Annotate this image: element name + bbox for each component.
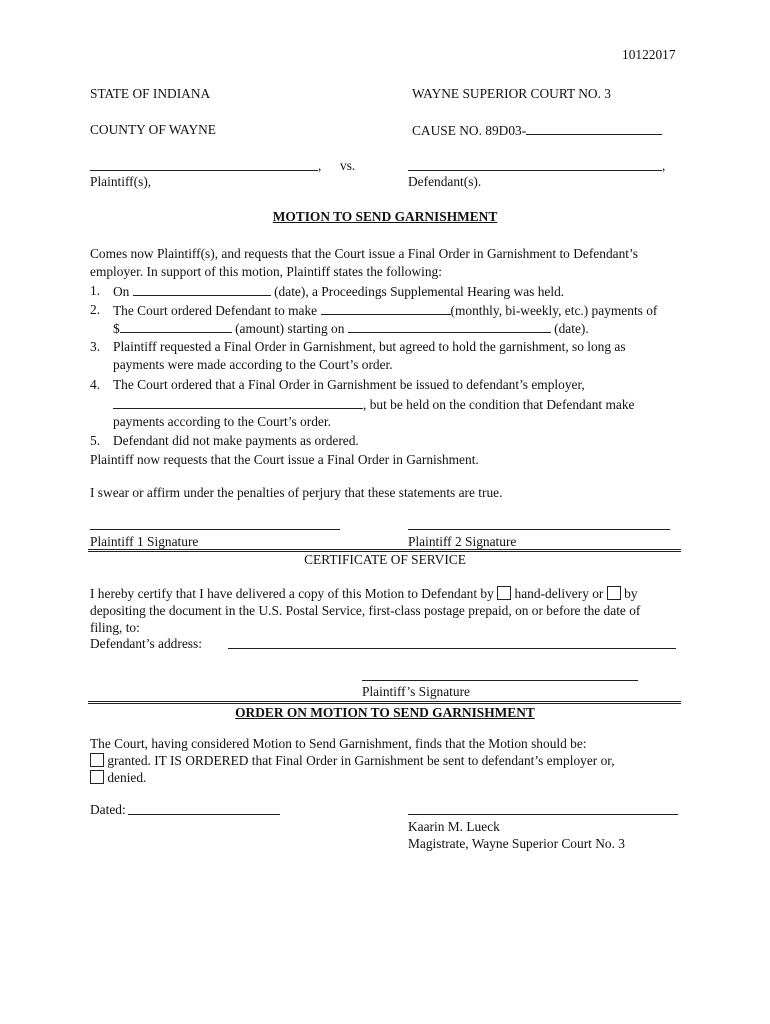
- employer-name-field[interactable]: [113, 396, 363, 409]
- closing-request: Plaintiff now requests that the Court issue a Final Order in Garnishment.: [90, 452, 479, 467]
- item-4-line-3: payments according to the Court’s order.: [113, 414, 331, 429]
- hand-delivery-checkbox[interactable]: [497, 586, 511, 600]
- court-heading: WAYNE SUPERIOR COURT NO. 3: [412, 86, 611, 101]
- cause-number: [412, 122, 662, 139]
- state-heading: STATE OF INDIANA: [90, 86, 211, 101]
- oath-statement: I swear or affirm under the penalties of perjury that these statements are true.: [90, 485, 503, 500]
- magistrate-signature-field[interactable]: [408, 814, 678, 815]
- dated-label: Dated:: [90, 802, 126, 817]
- item-5-number: 5.: [90, 433, 101, 448]
- postal-service-checkbox[interactable]: [607, 586, 621, 600]
- plaintiff-2-signature-field[interactable]: [408, 529, 670, 530]
- certificate-line-1-text: I hereby certify that I have delivered a copy of this Motion to Defendant by: [90, 586, 494, 601]
- item-2-suffix: (monthly, bi-weekly, etc.) payments of: [450, 303, 658, 318]
- item-1: [113, 283, 564, 300]
- item-2-prefix: The Court ordered Defendant to make: [113, 303, 318, 318]
- item-2-middle: (amount) starting on: [235, 321, 345, 336]
- item-5-line: Defendant did not make payments as ordered.: [113, 433, 359, 448]
- dollar-sign: $: [113, 321, 120, 336]
- cause-number-field[interactable]: [526, 122, 662, 135]
- dated-field[interactable]: [128, 814, 280, 815]
- plaintiff-2-signature-label: Plaintiff 2 Signature: [408, 534, 517, 549]
- payment-frequency-field[interactable]: [321, 302, 451, 315]
- cause-number-label: CAUSE NO. 89D03-: [412, 123, 527, 138]
- item-3-line-2: payments were made according to the Court’s order.: [113, 357, 393, 372]
- certificate-title: CERTIFICATE OF SERVICE: [304, 552, 466, 567]
- plaintiff-signature-field[interactable]: [362, 680, 638, 681]
- defendant-label: Defendant(s).: [408, 174, 482, 189]
- order-intro: The Court, having considered Motion to Send Garnishment, finds that the Motion should be:: [90, 736, 587, 751]
- item-3-line-1: Plaintiff requested a Final Order in Garnishment, but agreed to hold the garnishment, so long as: [113, 339, 626, 354]
- item-2-end: (date).: [554, 321, 589, 336]
- motion-intro-line-1: Comes now Plaintiff(s), and requests that the Court issue a Final Order in Garnishment to Defendant’s: [90, 246, 638, 261]
- postal-service-label: by: [624, 586, 638, 601]
- plaintiff-1-signature-field[interactable]: [90, 529, 340, 530]
- section-divider: [88, 701, 681, 704]
- order-title: ORDER ON MOTION TO SEND GARNISHMENT: [235, 705, 535, 720]
- defendant-name-field[interactable]: [408, 170, 662, 171]
- plaintiff-label: Plaintiff(s),: [90, 174, 152, 189]
- plaintiff-name-field[interactable]: [90, 170, 318, 171]
- motion-title: MOTION TO SEND GARNISHMENT: [272, 209, 498, 224]
- defendant-comma: ,: [662, 158, 666, 173]
- defendant-address-field[interactable]: [228, 648, 676, 649]
- item-1-prefix: On: [113, 284, 130, 299]
- hearing-date-field[interactable]: [133, 283, 271, 296]
- hand-delivery-label: hand-delivery or: [514, 586, 604, 601]
- denied-label: denied.: [107, 770, 147, 785]
- item-2-continued: [113, 320, 589, 337]
- certificate-line-3: filing, to:: [90, 620, 140, 635]
- item-3-number: 3.: [90, 339, 101, 354]
- item-4-line-2: [113, 396, 634, 413]
- granted-label: granted. IT IS ORDERED that Final Order in Garnishment be sent to defendant’s employer or,: [107, 753, 615, 768]
- item-1-number: 1.: [90, 283, 101, 298]
- motion-intro-line-2: employer. In support of this motion, Plaintiff states the following:: [90, 264, 442, 279]
- certificate-line-2: depositing the document in the U.S. Postal Service, first-class postage prepaid, on or before the date of: [90, 603, 641, 618]
- item-4-line-2-suffix: , but be held on the condition that Defendant make: [363, 397, 635, 412]
- plaintiff-comma: ,: [318, 158, 322, 173]
- item-4-number: 4.: [90, 377, 101, 392]
- judge-name: Kaarin M. Lueck: [408, 819, 500, 834]
- plaintiff-signature-label: Plaintiff’s Signature: [362, 684, 470, 699]
- payment-amount-field[interactable]: [120, 320, 232, 333]
- granted-option: [90, 753, 615, 769]
- item-2: [113, 302, 657, 319]
- judge-title: Magistrate, Wayne Superior Court No. 3: [408, 836, 625, 851]
- denied-option: [90, 770, 146, 786]
- item-2-number: 2.: [90, 302, 101, 317]
- versus-label: vs.: [340, 158, 356, 173]
- county-heading: COUNTY OF WAYNE: [90, 122, 216, 137]
- denied-checkbox[interactable]: [90, 770, 104, 784]
- item-4-line-1: The Court ordered that a Final Order in Garnishment be issued to defendant’s employer,: [113, 377, 585, 392]
- item-1-suffix: (date), a Proceedings Supplemental Hearing was held.: [274, 284, 565, 299]
- certificate-line-1: [90, 586, 638, 602]
- form-id: 10122017: [622, 47, 676, 62]
- defendant-address-label: Defendant’s address:: [90, 636, 202, 651]
- granted-checkbox[interactable]: [90, 753, 104, 767]
- payment-start-date-field[interactable]: [348, 320, 551, 333]
- plaintiff-1-signature-label: Plaintiff 1 Signature: [90, 534, 199, 549]
